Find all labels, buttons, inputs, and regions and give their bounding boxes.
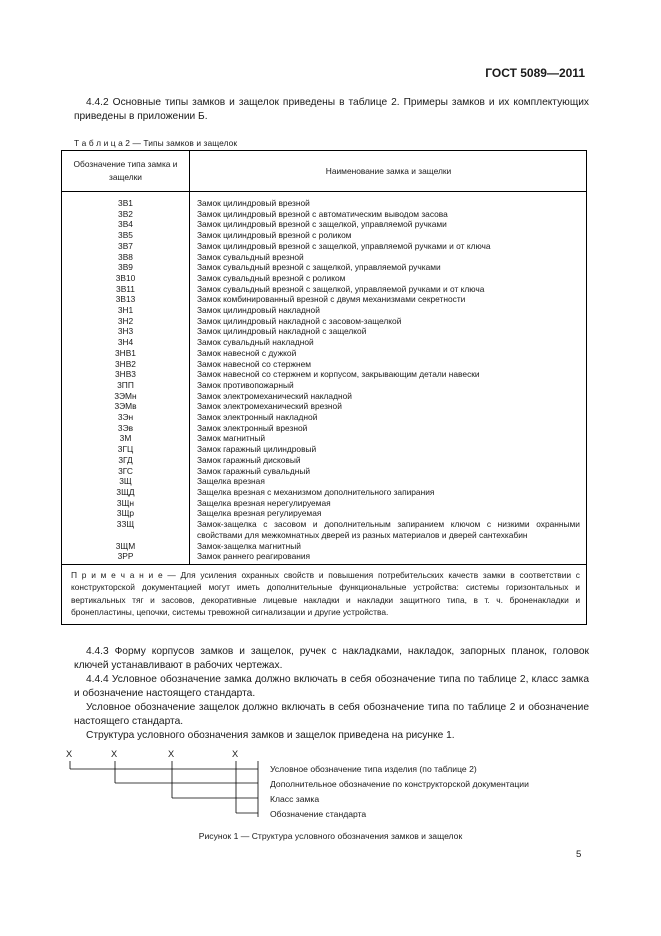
table-row	[62, 209, 587, 220]
table-row	[62, 273, 587, 284]
lock-type-code: 3Н4	[62, 337, 190, 348]
lock-types-table	[61, 150, 587, 625]
lock-type-name: Замок цилиндровый накладной с засовом-защелкой	[197, 315, 402, 326]
table-header-code: Обозначение типа замка и защелки	[62, 151, 190, 192]
figure-label-standard: Обозначение стандарта	[270, 809, 367, 819]
lock-type-code: 3В5	[62, 230, 190, 241]
lock-type-code: 3Щр	[62, 508, 190, 519]
lock-type-name: Замок цилиндровый накладной	[197, 305, 320, 316]
figure-mark-extra: X	[111, 749, 118, 759]
table-row	[62, 241, 587, 252]
lock-type-name: Замок сувальдный врезной с защелкой, управляемой ручками и от ключа	[197, 283, 485, 294]
lock-type-name: Замок навесной со стержнем	[197, 358, 312, 369]
lock-type-code: 3НВ1	[62, 348, 190, 359]
lock-type-name: Замок цилиндровый врезной с защелкой, управляемой ручками и от ключа	[197, 240, 491, 251]
lock-type-code: 3НВ3	[62, 369, 190, 380]
lock-type-code: 3Н3	[62, 326, 190, 337]
lock-type-name: Замок цилиндровый врезной с защелкой, управляемой ручками	[197, 219, 447, 230]
lock-type-name: Замок раннего реагирования	[197, 551, 311, 562]
lock-type-name: Замок комбинированный врезной с двумя механизмами секретности	[197, 294, 466, 305]
figure-mark-standard: X	[232, 749, 239, 759]
table-row	[62, 487, 587, 498]
lock-type-code: 3ЭМн	[62, 391, 190, 402]
table-row	[62, 433, 587, 444]
lock-type-code: 3В9	[62, 262, 190, 273]
lock-type-name: Замок цилиндровый врезной с роликом	[197, 230, 352, 241]
lock-type-code: 3В8	[62, 252, 190, 263]
lock-type-code: 3М	[62, 433, 190, 444]
lock-type-name: Защелка врезная нерегулируемая	[197, 497, 331, 508]
table-row	[62, 541, 587, 552]
table-row	[62, 262, 587, 273]
lock-type-name: Замок навесной со стержнем и корпусом, закрывающим детали навески	[197, 369, 480, 380]
table-row	[62, 348, 587, 359]
lock-type-name: Замок электронный врезной	[197, 422, 308, 433]
table-row	[62, 423, 587, 434]
lock-type-name: Замок сувальдный врезной с роликом	[197, 272, 346, 283]
table-row	[62, 337, 587, 348]
lock-type-code: 3В10	[62, 273, 190, 284]
lock-type-name: Замок магнитный	[197, 433, 266, 444]
lock-type-code: 3В13	[62, 294, 190, 305]
lock-type-code: 3Эв	[62, 423, 190, 434]
figure-label-type: Условное обозначение типа изделия (по таблице 2)	[270, 764, 477, 774]
paragraph-4-4-4: 4.4.4 Условное обозначение замка должно включать в себя обозначение типа по таблице 2, класс замка и обозначение настоящего стандарта.	[74, 674, 589, 699]
lock-type-name: Защелка врезная с механизмом дополнительного запирания	[197, 486, 435, 497]
lock-type-code: 3Щ	[62, 476, 190, 487]
lock-type-name: Замок сувальдный врезной	[197, 251, 304, 262]
table-row	[62, 401, 587, 412]
lock-type-code: 3ПП	[62, 380, 190, 391]
page-number: 5	[576, 849, 582, 860]
table-row	[62, 369, 587, 380]
lock-type-name: Замок цилиндровый накладной с защелкой	[197, 326, 367, 337]
lock-type-code: 3ГЦ	[62, 444, 190, 455]
paragraph-4-4-3: 4.4.3 Форму корпусов замков и защелок, ручек с накладками, накладок, запорных планок, головок ключей устанавливают в рабочих чертежах.	[74, 646, 589, 671]
figure-label-class: Класс замка	[270, 794, 320, 804]
lock-type-name: Замок сувальдный накладной	[197, 337, 314, 348]
lock-type-code: 3РР	[62, 551, 190, 564]
table-row	[62, 476, 587, 487]
lock-type-code: 3НВ2	[62, 359, 190, 370]
paragraph-4-4-2: 4.4.2 Основные типы замков и защелок приведены в таблице 2. Примеры замков и их комплектующих приведены в приложении Б.	[74, 97, 589, 122]
table-row	[62, 519, 587, 540]
table-row	[62, 192, 587, 209]
lock-type-code: 3ГД	[62, 455, 190, 466]
table-row	[62, 444, 587, 455]
lock-type-name: Замок электромеханический врезной	[197, 401, 342, 412]
lock-type-code: 3Н2	[62, 316, 190, 327]
lock-type-name: Замок сувальдный врезной с защелкой, управляемой ручками	[197, 262, 441, 273]
standard-header: ГОСТ 5089—2011	[485, 66, 585, 80]
lock-type-code: 3В7	[62, 241, 190, 252]
table-row	[62, 391, 587, 402]
table-row	[62, 412, 587, 423]
table-row	[62, 508, 587, 519]
lock-type-name: Замок навесной с дужкой	[197, 347, 297, 358]
paragraph-latch-designation: Условное обозначение защелок должно включать в себя обозначение типа по таблице 2 и обозначение настоящего стандарта.	[74, 702, 589, 727]
lock-type-name: Замок электронный накладной	[197, 412, 318, 423]
lock-type-code: 3ЩМ	[62, 541, 190, 552]
table-row	[62, 219, 587, 230]
table-note-row	[62, 564, 587, 624]
table-note: П р и м е ч а н и е — Для усиления охранных свойств и повышения потребительских качеств замки в соответствии с конструкторской документацией могут иметь дополнительные функциональные устройства: системы горизонтальных и вертикальных тяг и засовов, декоративные лицевые накладки и накладки защитного типа, в т. ч. броненакладки и бронепластины, цепочки, системы тревожной сигнализации и другие устройства.	[62, 564, 587, 624]
figure-mark-class: X	[168, 749, 175, 759]
table-row	[62, 305, 587, 316]
table-row	[62, 551, 587, 564]
lock-type-code: 3ЩД	[62, 487, 190, 498]
table-row	[62, 284, 587, 295]
table-row	[62, 316, 587, 327]
lock-type-code: 3В4	[62, 219, 190, 230]
lock-type-name: Замок-защелка с засовом и дополнительным запиранием ключом с низкими охранными свойствами для межкомнатных дверей из разных материалов и дверей сантехкабин	[197, 519, 580, 540]
lock-type-name: Замок цилиндровый врезной	[197, 198, 310, 208]
table-row	[62, 466, 587, 477]
lock-type-code: 3ЭМв	[62, 401, 190, 412]
table-row	[62, 252, 587, 263]
table-row	[62, 294, 587, 305]
lock-type-name: Замок гаражный дисковый	[197, 454, 301, 465]
lock-type-code: 3В2	[62, 209, 190, 220]
lock-type-name: Защелка врезная	[197, 476, 265, 487]
table-row	[62, 230, 587, 241]
figure-mark-type: X	[66, 749, 73, 759]
lock-type-code: 3В11	[62, 284, 190, 295]
lock-type-name: Защелка врезная регулируемая	[197, 508, 322, 519]
lock-type-name: Замок гаражный сувальдный	[197, 465, 311, 476]
lock-type-name: Замок противопожарный	[197, 379, 294, 390]
lock-type-name: Замок-защелка магнитный	[197, 540, 301, 551]
table-row	[62, 380, 587, 391]
lock-type-code: 3Н1	[62, 305, 190, 316]
figure-caption: Рисунок 1 — Структура условного обозначения замков и защелок	[198, 831, 463, 841]
table-row	[62, 326, 587, 337]
lock-type-code: 3В1	[62, 192, 190, 209]
table-row	[62, 455, 587, 466]
lock-type-name: Замок электромеханический накладной	[197, 390, 352, 401]
table-header-name: Наименование замка и защелки	[190, 151, 587, 192]
lock-type-code: 3Щн	[62, 498, 190, 509]
lock-type-code: 3ЗЩ	[62, 519, 190, 540]
table-caption: Т а б л и ц а 2 — Типы замков и защелок	[74, 138, 238, 148]
lock-type-code: 3Эн	[62, 412, 190, 423]
table-row	[62, 359, 587, 370]
lock-type-name: Замок гаражный цилиндровый	[197, 444, 317, 455]
table-row	[62, 498, 587, 509]
paragraph-structure: Структура условного обозначения замков и защелок приведена на рисунке 1.	[86, 730, 455, 741]
lock-type-name: Замок цилиндровый врезной с автоматическим выводом засова	[197, 208, 448, 219]
lock-type-code: 3ГС	[62, 466, 190, 477]
designation-structure-figure	[0, 747, 661, 827]
figure-label-extra: Дополнительное обозначение по конструкторской документации	[270, 779, 529, 789]
